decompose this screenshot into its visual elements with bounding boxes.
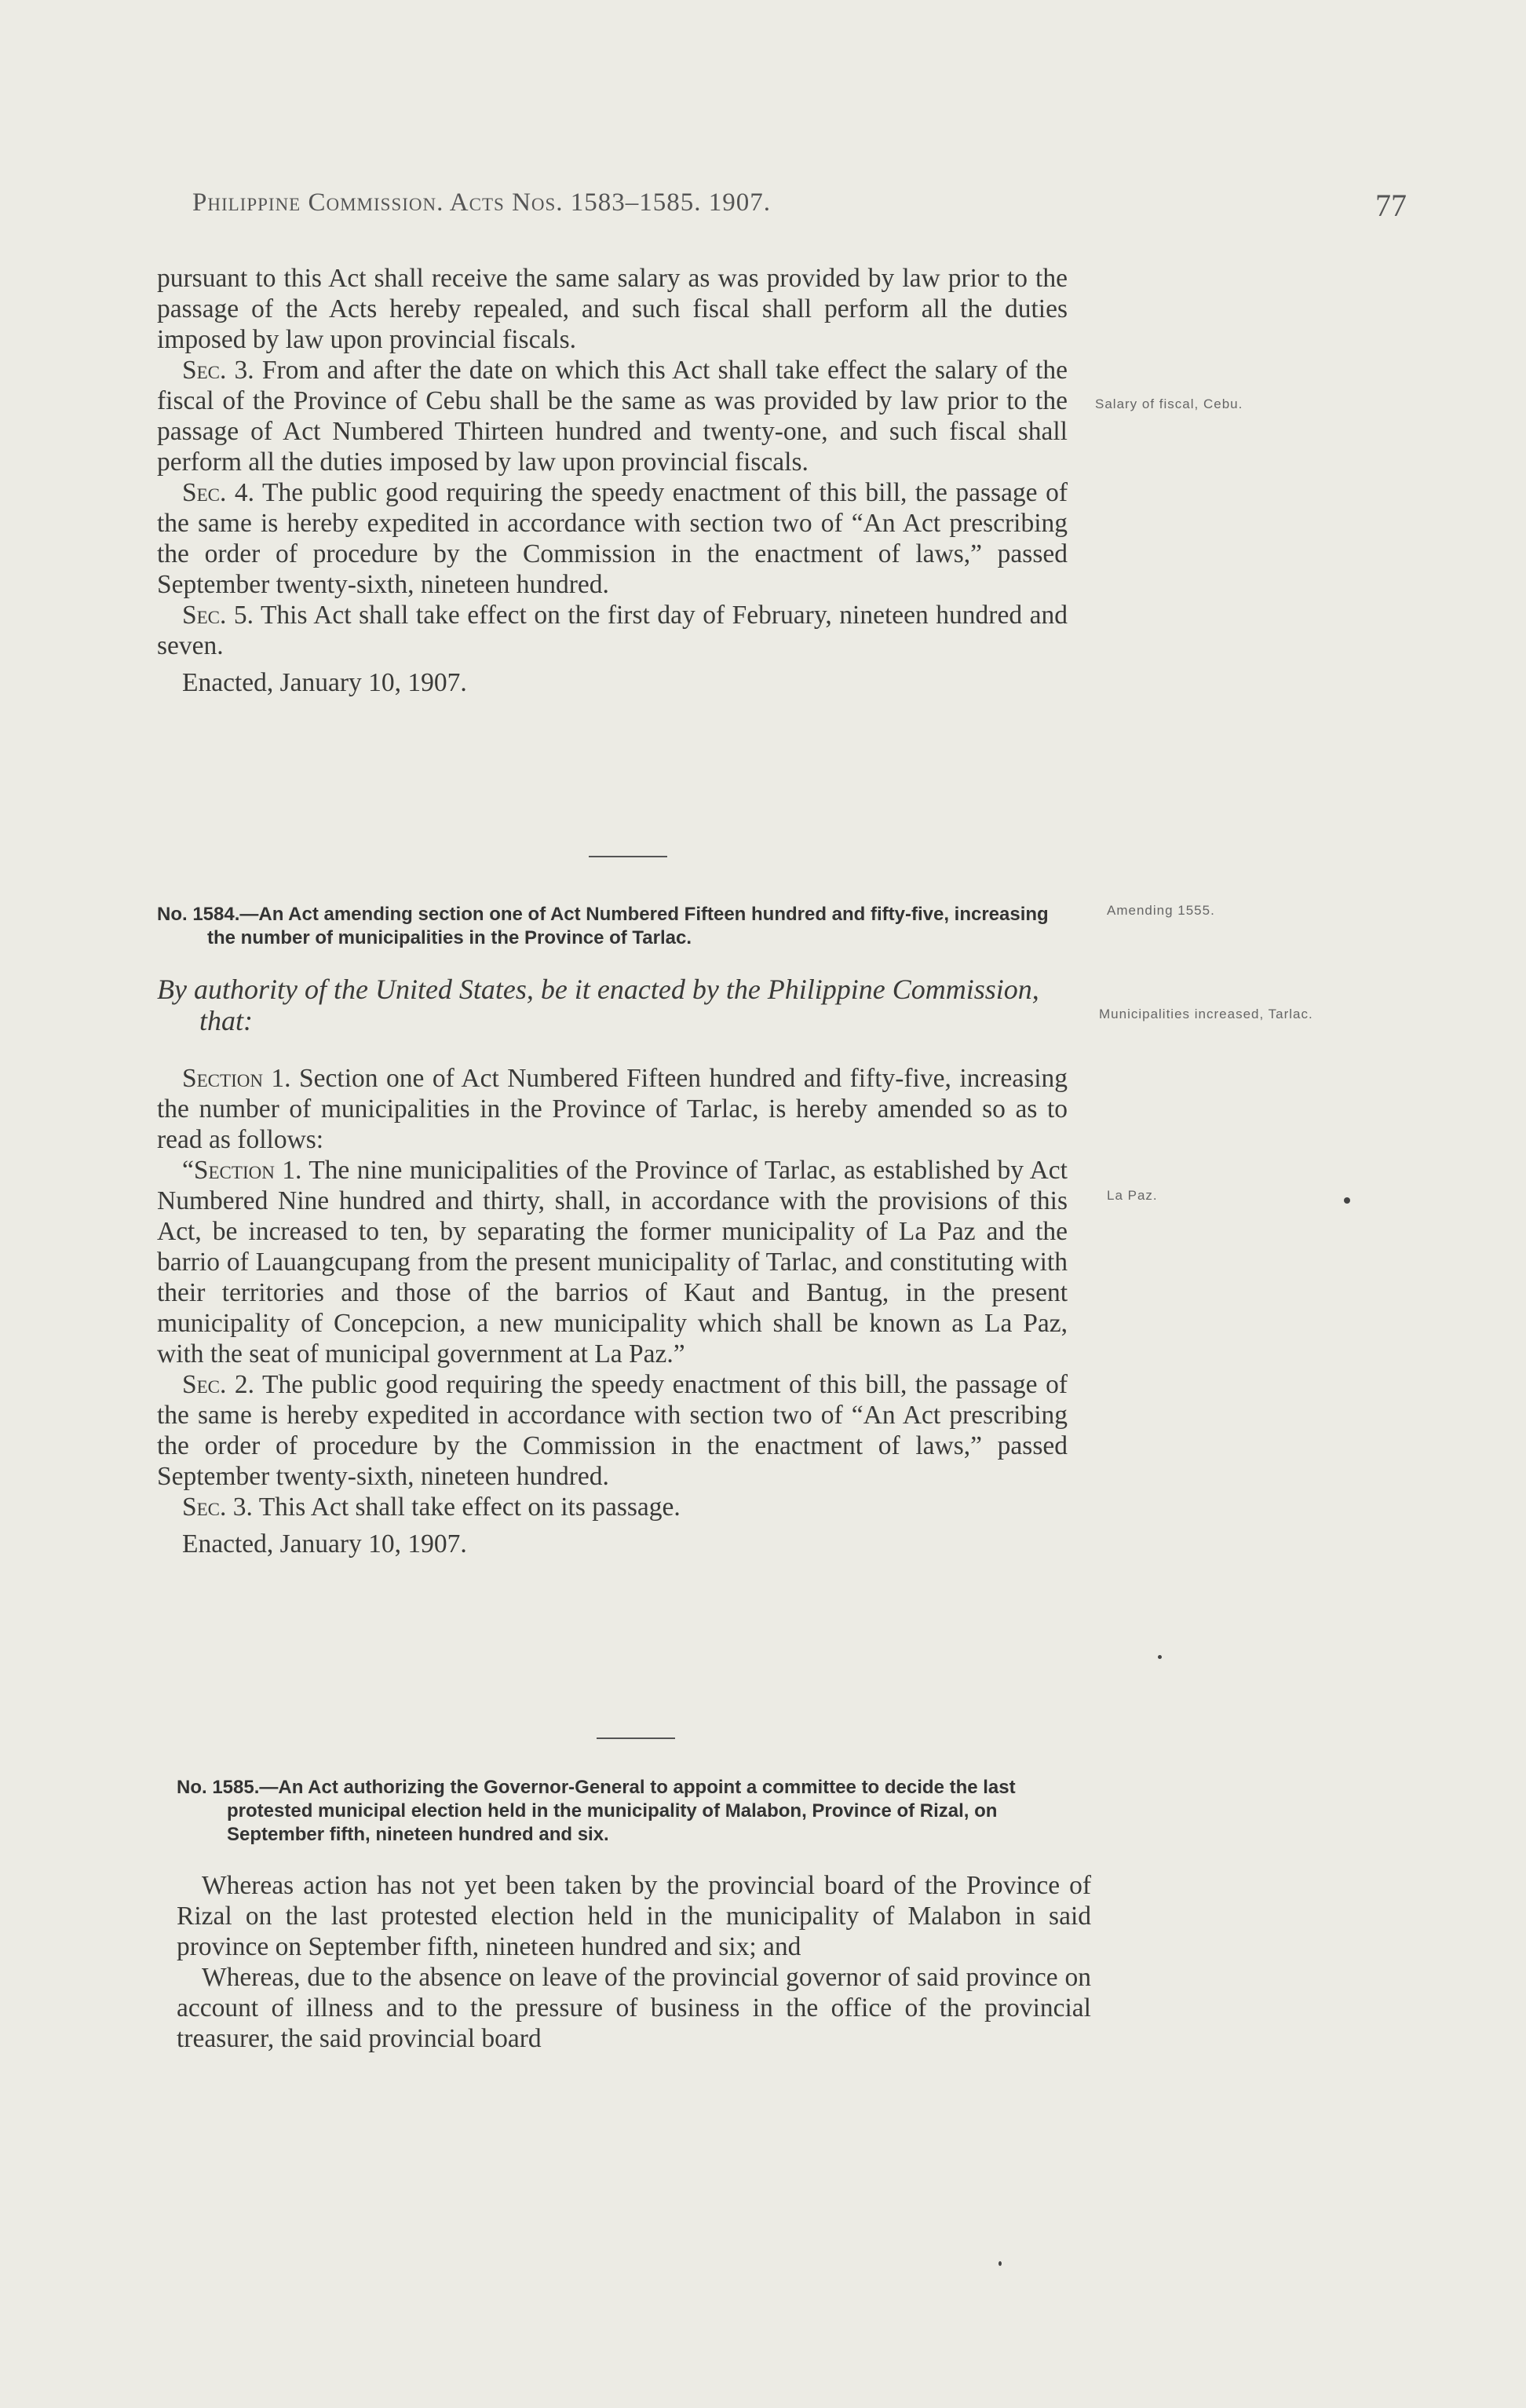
whereas-clause: Whereas action has not yet been taken by the provincial board of the Province of Rizal on the last protested election held in the municipality of Malabon in said province on September fifth, nineteen hundred and six; and bbox=[177, 1871, 1091, 1961]
section-text: The public good requiring the speedy enactment of this bill, the passage of the same is hereby expedited in accordance with section two of “An Act prescribing the order of procedure by the Commission in the enactment of laws,” passed September twenty-sixth, nineteen hundred. bbox=[157, 478, 1068, 599]
scan-speck bbox=[1158, 1655, 1162, 1659]
whereas-clause: Whereas, due to the absence on leave of the provincial governor of said province on account of illness and to the pressure of business in the office of the provincial treasurer, the said provincial board bbox=[177, 1963, 1091, 2053]
margin-note-la-paz: La Paz. bbox=[1107, 1188, 1158, 1203]
section-label: Sec. 2. bbox=[182, 1370, 255, 1399]
section-label: Section 1. bbox=[182, 1064, 291, 1093]
act-1585 bbox=[177, 1776, 1091, 2054]
enacted-date: Enacted, January 10, 1907. bbox=[182, 1529, 467, 1558]
quoted-section-1 bbox=[157, 1155, 1068, 1369]
section-text: The nine municipalities of the Province of Tarlac, as established by Act Numbered Nine hundred and thirty, shall, in accordance with the provisions of this Act, be increased to ten, by separating the former municipality of La Paz and the barrio of Lauangcupang from the present municipality of Tarlac, and constituting with their territories and those of the barrios of Kaut and Bantug, in the present municipality of Concepcion, a new municipality which shall be known as La Paz, with the seat of municipal government at La Paz.” bbox=[157, 1156, 1068, 1368]
enacted-date: Enacted, January 10, 1907. bbox=[182, 668, 467, 697]
running-head: Philippine Commission. Acts Nos. 1583–1585. 1907. bbox=[192, 188, 772, 217]
section-text: The public good requiring the speedy enactment of this bill, the passage of the same is hereby expedited in accordance with section two of “An Act prescribing the order of procedure by the Commission in the enactment of laws,” passed September twenty-sixth, nineteen hundred. bbox=[157, 1370, 1068, 1491]
section-label: “Section 1. bbox=[182, 1156, 302, 1185]
section-label: Sec. 5. bbox=[182, 601, 254, 630]
section-text: This Act shall take effect on its passage. bbox=[258, 1493, 681, 1522]
margin-note-amending: Amending 1555. bbox=[1107, 903, 1215, 918]
page-number: 77 bbox=[1375, 188, 1407, 223]
section-label: Sec. 4. bbox=[182, 478, 255, 507]
section-2 bbox=[157, 1369, 1068, 1492]
section-label: Sec. 3. bbox=[182, 1493, 253, 1522]
section-divider bbox=[589, 856, 667, 857]
margin-note-salary: Salary of fiscal, Cebu. bbox=[1095, 396, 1243, 411]
section-text: Section one of Act Numbered Fifteen hundred and fifty-five, increasing the number of municipalities in the Province of Tarlac, is hereby amended so as to read as follows: bbox=[157, 1064, 1068, 1154]
section-3 bbox=[157, 355, 1068, 477]
act-heading: No. 1585.—An Act authorizing the Governor-General to appoint a committee to decide the last protested municipal election held in the municipality of Malabon, Province of Rizal, on September fifth, nineteen hundred and six. bbox=[177, 1777, 1016, 1845]
act-1584 bbox=[157, 903, 1068, 1559]
section-4 bbox=[157, 477, 1068, 600]
paragraph: pursuant to this Act shall receive the same salary as was provided by law prior to the passage of the Acts hereby repealed, and such fiscal shall perform all the duties imposed by law upon provincial fiscals. bbox=[157, 264, 1068, 354]
enacting-clause: By authority of the United States, be it enacted by the Philippine Commission, that: bbox=[157, 974, 1039, 1036]
act-heading: No. 1584.—An Act amending section one of Act Numbered Fifteen hundred and fifty-five, increasing the number of municipalities in the Province of Tarlac. bbox=[157, 904, 1049, 948]
section-label: Sec. 3. bbox=[182, 356, 254, 385]
scan-speck bbox=[1344, 1197, 1350, 1204]
scan-speck bbox=[998, 2261, 1002, 2266]
section-5 bbox=[157, 600, 1068, 661]
act-1583-tail bbox=[157, 263, 1068, 698]
section-text: This Act shall take effect on the first day of February, nineteen hundred and seven. bbox=[157, 601, 1068, 660]
section-3 bbox=[157, 1492, 1068, 1522]
section-1 bbox=[157, 1063, 1068, 1155]
section-divider bbox=[597, 1737, 675, 1739]
margin-note-municipalities: Municipalities increased, Tarlac. bbox=[1099, 1007, 1313, 1021]
section-text: From and after the date on which this Act shall take effect the salary of the fiscal of the Province of Cebu shall be the same as was provided by law prior to the passage of Act Numbered Thirteen hundred and twenty-one, and such fiscal shall perform all the duties imposed by law upon provincial fiscals. bbox=[157, 356, 1068, 477]
